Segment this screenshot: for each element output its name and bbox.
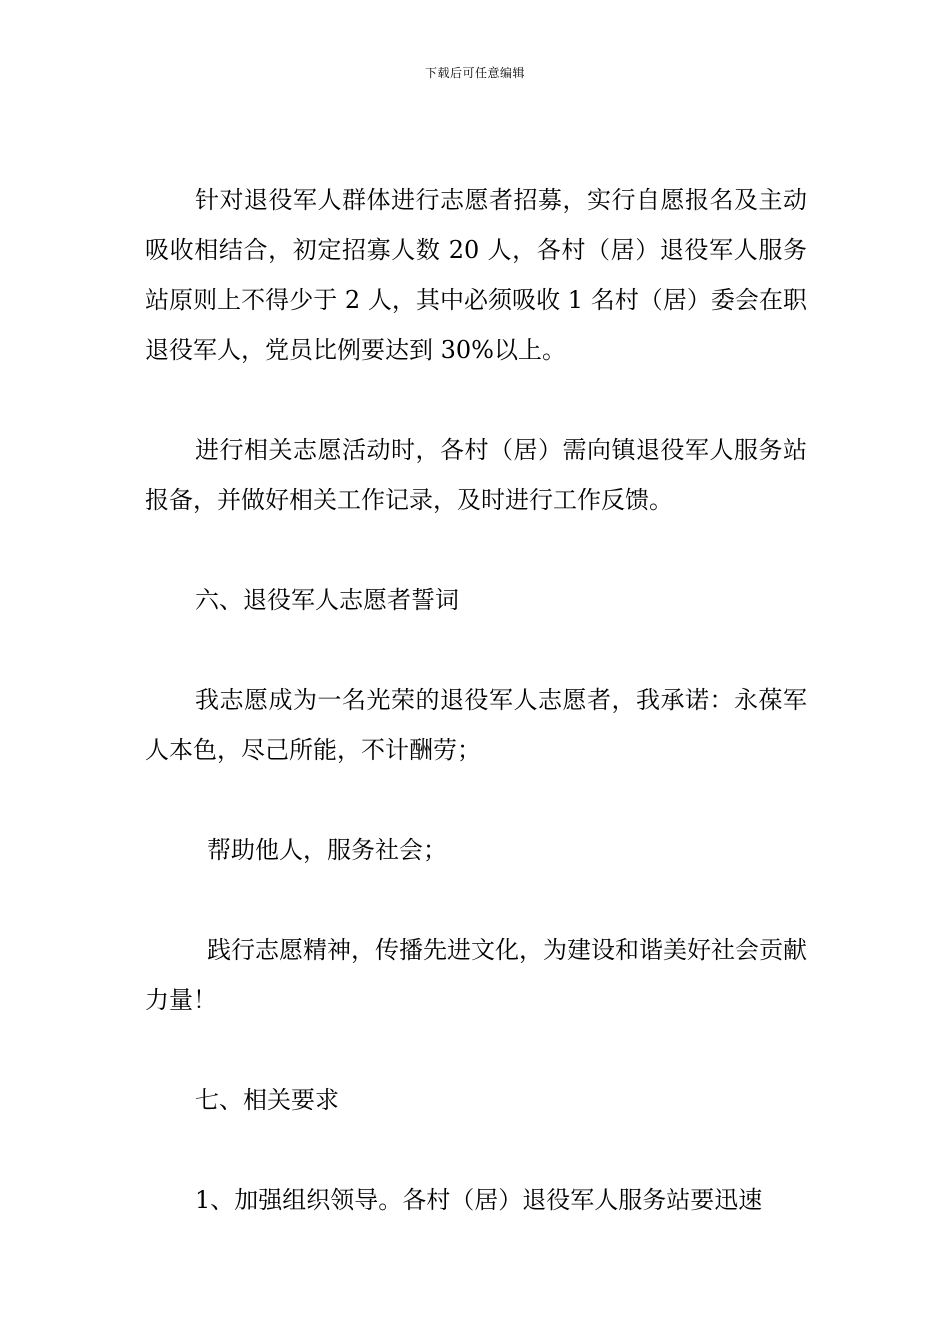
- paragraph-oath-pledge: 我志愿成为一名光荣的退役军人志愿者，我承诺：永葆军人本色，尽己所能，不计酬劳；: [145, 686, 807, 764]
- section-heading-requirements: 七、相关要求: [195, 1086, 339, 1114]
- paragraph-recruitment: 针对退役军人群体进行志愿者招募，实行自愿报名及主动吸收相结合，初定招寡人数 20 人，各村（居）退役军人服务站原则上不得少于 2 人，其中必须吸收 1 名村（居）委会在职退役军人，党员比例要达到 30%以上。: [145, 186, 807, 364]
- paragraph-oath-spirit: 践行志愿精神，传播先进文化，为建设和谐美好社会贡献力量！: [145, 936, 807, 1014]
- page-header-note: 下载后可任意编辑: [424, 66, 525, 80]
- paragraph-requirement-1: 1、加强组织领导。各村（居）退役军人服务站要迅速: [195, 1186, 763, 1214]
- paragraph-oath-help: 帮助他人，服务社会；: [207, 836, 447, 864]
- section-heading-oath: 六、退役军人志愿者誓词: [195, 586, 459, 614]
- document-body: [145, 175, 807, 1275]
- paragraph-reporting: 进行相关志愿活动时，各村（居）需向镇退役军人服务站报备，并做好相关工作记录，及时进行工作反馈。: [145, 436, 807, 514]
